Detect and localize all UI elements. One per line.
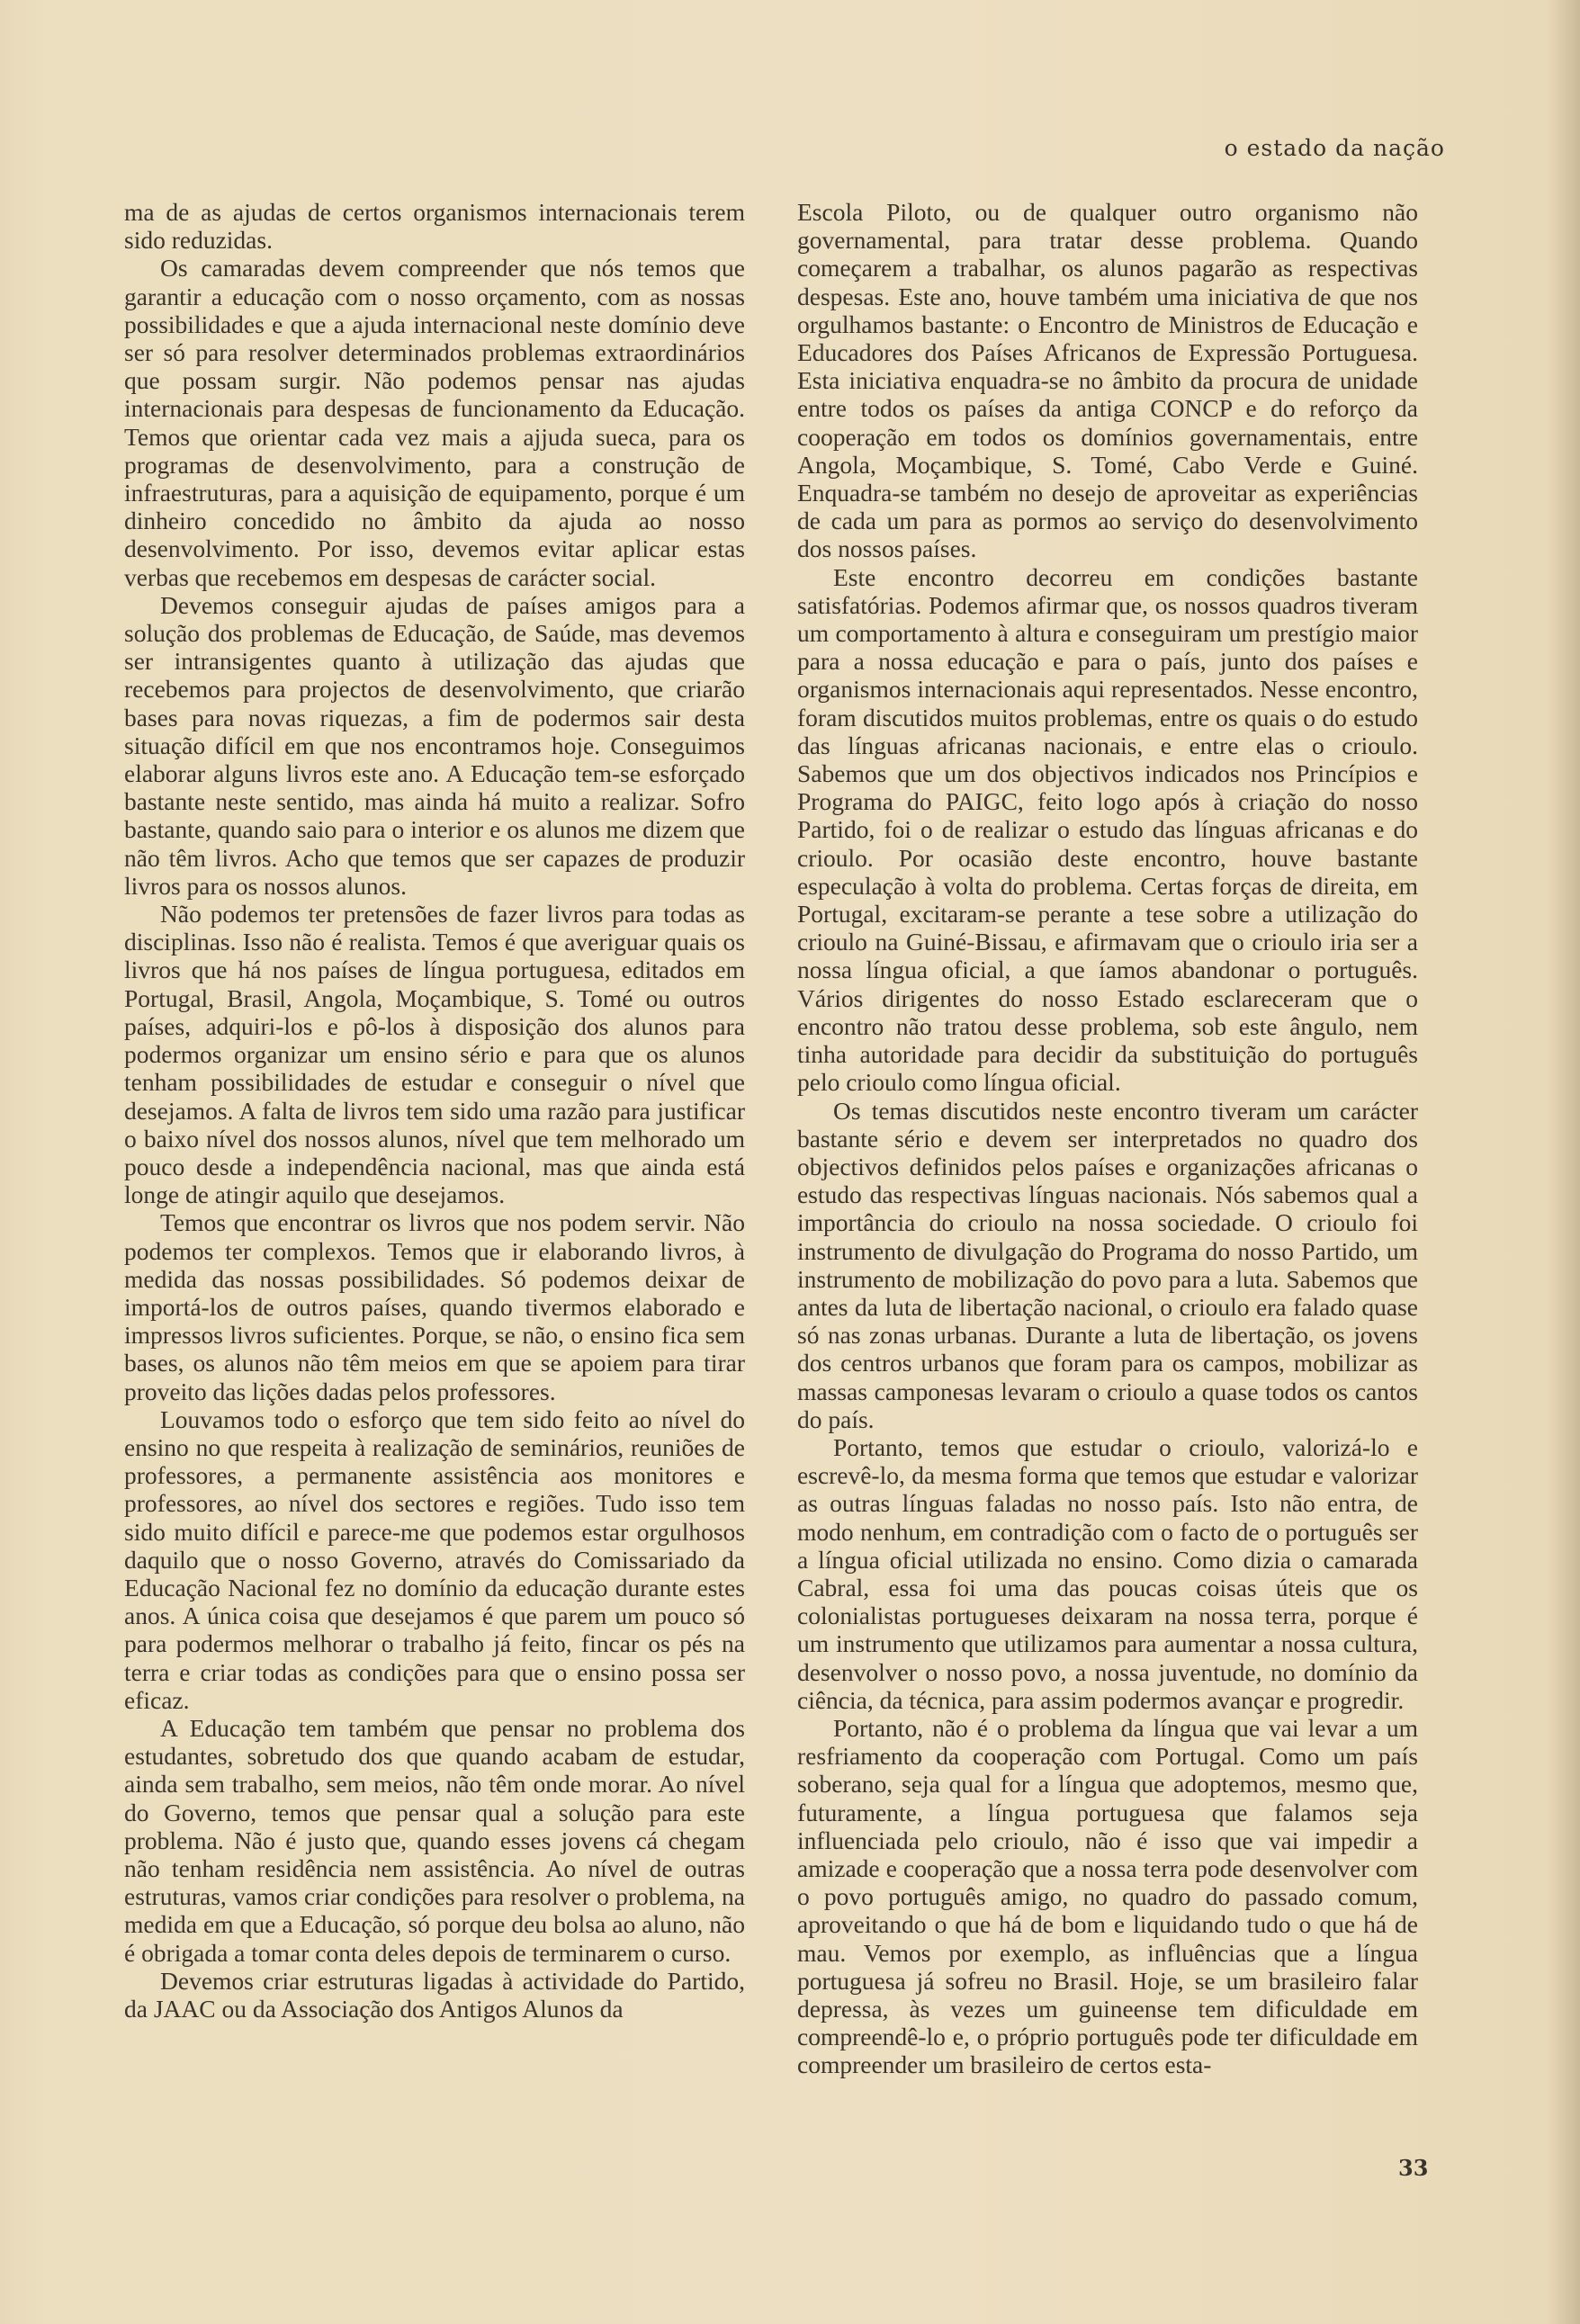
right-column [797,198,1418,2079]
paragraph: Portanto, não é o problema da língua que vai levar a um resfriamento da cooperação com Portugal. Como um país soberano, seja qual for a língua que adoptemos, mesmo que, futuramente, a língua portuguesa que falamos seja influenciada pelo crioulo, não é isso que vai impedir a amizade e cooperação que a nossa terra pode desenvolver com o povo português amigo, no quadro do passado comum, aproveitando o que há de bom e liquidando tudo o que há de mau. Vemos por exemplo, as influências que a língua portuguesa já sofreu no Brasil. Hoje, se um brasileiro falar depressa, às vezes um guineense tem dificuldade em compreendê-lo e, o próprio português pode ter dificuldade em compreender um brasileiro de certos esta- [797,1713,1418,2079]
paragraph: Não podemos ter pretensões de fazer livros para todas as disciplinas. Isso não é realista. Temos é que averiguar quais os livros que há nos países de língua portuguesa, editados em Portugal, Brasil, Angola, Moçambique, S. Tomé ou outros países, adquiri-los e pô-los à disposição dos alunos para podermos organizar um ensino sério e para que os alunos tenham possibilidades de estudar e conseguir o nível que desejamos. A falta de livros tem sido uma razão para justificar o baixo nível dos nossos alunos, nível que tem melhorado um pouco desde a independência nacional, mas que ainda está longe de atingir aquilo que desejamos. [124,900,745,1209]
paragraph: Portanto, temos que estudar o crioulo, valorizá-lo e escrevê-lo, da mesma forma que temos que estudar e valorizar as outras línguas faladas no nosso país. Isto não entra, de modo nenhum, em contradição com o facto de o português ser a língua oficial utilizada no ensino. Como dizia o camarada Cabral, essa foi uma das poucas coisas úteis que os colonialistas portugueses deixaram na nossa terra, porque é um instrumento que utilizamos para aumentar a nossa cultura, desenvolver o nosso povo, a nossa juventude, no domínio da ciência, da técnica, para assim podermos avançar e progredir. [797,1432,1418,1714]
paragraph: ma de as ajudas de certos organismos internacionais terem sido reduzidas. [124,198,745,255]
paragraph: A Educação tem também que pensar no problema dos estudantes, sobretudo dos que quando acabam de estudar, ainda sem trabalho, sem meios, não têm onde morar. Ao nível do Governo, temos que pensar qual a solução para este problema. Não é justo que, quando esses jovens cá chegam não tenham residência nem assistência. Ao nível de outras estruturas, vamos criar condições para resolver o problema, na medida em que a Educação, só porque deu bolsa ao aluno, não é obrigada a tomar conta deles depois de terminarem o curso. [124,1713,745,1967]
page-edge-shadow [1546,0,1580,2324]
paragraph: Temos que encontrar os livros que nos podem servir. Não podemos ter complexos. Temos que ir elaborando livros, à medida das nossas possibilidades. Só podemos deixar de importá-los de outros países, quando tivermos elaborado e impressos livros suficientes. Porque, se não, o ensino fica sem bases, os alunos não têm meios em que se apoiem para tirar proveito das lições dadas pelos professores. [124,1208,745,1405]
paragraph: Devemos criar estruturas ligadas à actividade do Partido, da JAAC ou da Associação dos Antigos Alunos da [124,1966,745,2023]
paragraph: Louvamos todo o esforço que tem sido feito ao nível do ensino no que respeita à realização de seminários, reuniões de professores, a permanente assistência aos monitores e professores, ao nível dos sectores e regiões. Tudo isso tem sido muito difícil e parece-me que podemos estar orgulhosos daquilo que o nosso Governo, através do Comissariado da Educação Nacional fez no domínio da educação durante estes anos. A única coisa que desejamos é que parem um pouco só para podermos melhorar o trabalho já feito, fincar os pés na terra e criar todas as condições para que o ensino possa ser eficaz. [124,1404,745,1714]
left-column [124,198,745,2023]
paragraph: Este encontro decorreu em condições bastante satisfatórias. Podemos afirmar que, os nossos quadros tiveram um comportamento à altura e conseguiram um prestígio maior para a nossa educação e para o país, junto dos países e organismos internacionais aqui representados. Nesse encontro, foram discutidos muitos problemas, entre os quais o do estudo das línguas africanas nacionais, e entre elas o crioulo. Sabemos que um dos objectivos indicados nos Princípios e Programa do PAIGC, feito logo após à criação do nosso Partido, foi o de realizar o estudo das línguas africanas e do crioulo. Por ocasião deste encontro, houve bastante especulação à volta do problema. Certas forças de direita, em Portugal, excitaram-se perante a tese sobre a utilização do crioulo na Guiné-Bissau, e afirmavam que o crioulo iria ser a nossa língua oficial, a que íamos abandonar o português. Vários dirigentes do nosso Estado esclareceram que o encontro não tratou desse problema, sob este ângulo, nem tinha autoridade para decidir da substituição do português pelo crioulo como língua oficial. [797,562,1418,1097]
paragraph: Devemos conseguir ajudas de países amigos para a solução dos problemas de Educação, de Saúde, mas devemos ser intransigentes quanto à utilização das ajudas que recebemos para projectos de desenvolvimento, que criarão bases para novas riquezas, a fim de podermos sair desta situação difícil em que nos encontramos hoje. Conseguimos elaborar alguns livros este ano. A Educação tem-se esforçado bastante neste sentido, mas ainda há muito a realizar. Sofro bastante, quando saio para o interior e os alunos me dizem que não têm livros. Acho que temos que ser capazes de produzir livros para os nossos alunos. [124,590,745,900]
paragraph: Os camaradas devem compreender que nós temos que garantir a educação com o nosso orçamento, com as nossas possibilidades e que a ajuda internacional neste domínio deve ser só para resolver determinados problemas extraordinários que possam surgir. Não podemos pensar nas ajudas internacionais para despesas de funcionamento da Educação. Temos que orientar cada vez mais a ajjuda sueca, para os programas de desenvolvimento, para a construção de infraestruturas, para a aquisição de equipamento, porque é um dinheiro concedido no âmbito da ajuda ao nosso desenvolvimento. Por isso, devemos evitar aplicar estas verbas que recebemos em despesas de carácter social. [124,254,745,591]
paragraph: Os temas discutidos neste encontro tiveram um carácter bastante sério e devem ser interpretados no quadro dos objectivos definidos pelos países e organizações africanas o estudo das respectivas línguas nacionais. Nós sabemos qual a importância do crioulo na nossa sociedade. O crioulo foi instrumento de divulgação do Programa do nosso Partido, um instrumento de mobilização do povo para a luta. Sabemos que antes da luta de libertação nacional, o crioulo era falado quase só nas zonas urbanas. Durante a luta de libertação, os jovens dos centros urbanos que foram para os campos, mobilizar as massas camponesas levaram o crioulo a quase todos os cantos do país. [797,1096,1418,1433]
running-header: o estado da nação [1224,135,1445,161]
page-number: 33 [1398,2155,1429,2181]
paragraph: Escola Piloto, ou de qualquer outro organismo não governamental, para tratar desse problema. Quando começarem a trabalhar, os alunos pagarão as respectivas despesas. Este ano, houve também uma iniciativa de que nos orgulhamos bastante: o Encontro de Ministros de Educação e Educadores dos Países Africanos de Expressão Portuguesa. Esta iniciativa enquadra-se no âmbito da procura de unidade entre todos os países da antiga CONCP e do reforço da cooperação em todos os domínios governamentais, entre Angola, Moçambique, S. Tomé, Cabo Verde e Guiné. Enquadra-se também no desejo de aproveitar as experiências de cada um para as pormos ao serviço do desenvolvimento dos nossos países. [797,198,1418,563]
